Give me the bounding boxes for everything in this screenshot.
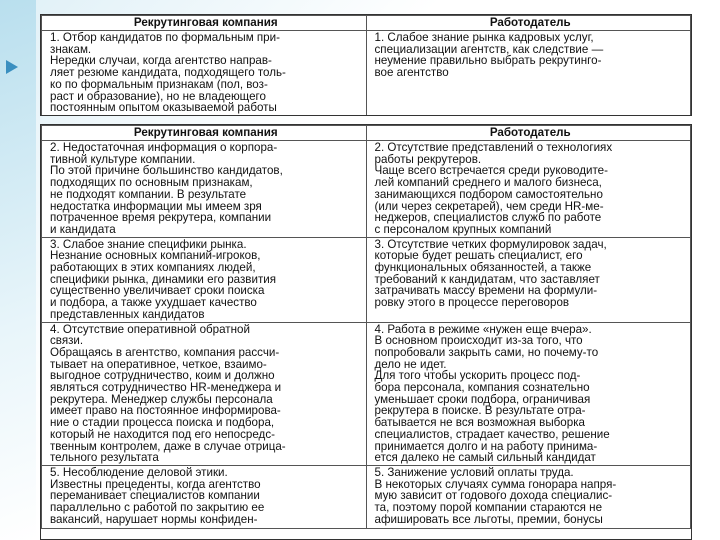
cell-text: 2. Недостаточная информация о корпора- тивной культуре компании. По этой причине большинство кандидатов, подходящих по основным признакам, не подходят компании. В результате недостатка информации мы имеем зря потраченное время рекрутера, компании и кандидата	[50, 141, 283, 236]
header-recruiting-company: Рекрутинговая компания	[42, 16, 367, 31]
table-cell-left	[42, 237, 367, 322]
table-cell-right	[366, 237, 691, 322]
table-cell-left	[42, 31, 367, 117]
table-cell-left	[42, 465, 367, 528]
bullet-arrow-icon	[6, 60, 18, 74]
table-cell-right	[366, 465, 691, 528]
cell-text: 4. Отсутствие оперативной обратной связи. Обращаясь в агентство, компания рассчи- тывает на оперативное, четкое, взаимо- выгодное сотрудничество, коим и должно являться сотрудничество HR-менеджера и рекрутера. Менеджер службы персонала имеет право на постоянное информирова- ние о стадии процесса поиска и подбора, который не находится под его непосредс- твенным контролем, даже в случае отрица- тельного результата	[50, 322, 286, 465]
table-cell-right	[366, 31, 691, 117]
cell-text: 5. Занижение условий оплаты труда. В некоторых случаях сумма гонорара напря- мую зависит от годового дохода специалис- та, поэтому порой компании стараются не афишировать все льготы, премии, бонусы	[374, 465, 617, 526]
header-employer: Работодатель	[366, 16, 691, 31]
table-row	[42, 465, 691, 528]
table-row	[42, 322, 691, 465]
table-row	[42, 237, 691, 322]
cell-text: 2. Отсутствие представлений о технологиях работы рекрутеров. Чаще всего встречается среди руководите- лей компаний среднего и малого бизнеса, занимающихся подбором самостоятельно (или через секретарей), чем среди HR-ме- неджеров, специалистов служб по работе с персоналом крупных компаний	[374, 141, 613, 236]
header-recruiting-company: Рекрутинговая компания	[42, 126, 367, 141]
cell-text: 5. Несоблюдение деловой этики. Известны прецеденты, когда агентство переманивает специалистов компании параллельно с работой по закрытию ее вакансий, нарушает нормы конфиден-	[50, 465, 265, 526]
cell-text: 3. Слабое знание специфики рынка. Незнание основных компаний-игроков, работающих в этих компаниях людей, специфики рынка, динамики его развития существенно увеличивает сроки поиска и подбора, а также ухудшает качество представленных кандидатов	[50, 237, 277, 321]
cell-text: 1. Отбор кандидатов по формальным при- знакам. Нередки случаи, когда агентство направ- ляет резюме кандидата, подходящего толь- ко по формальным признакам (пол, воз- раст и образование), но не владеющего постоянным опытом оказываемой работы	[50, 31, 286, 115]
slide-decoration	[0, 0, 36, 540]
cell-text: 4. Работа в режиме «нужен еще вчера». В основном происходит из-за того, что попробовали закрыть сами, но почему-то дело не идет. Для того чтобы ускорить процесс под- бора персонала, компания сознательно уменьшает сроки подбора, ограничивая рекрутера в поиске. В результате отра- батывается не вся возможная выборка специалистов, страдает качество, решение принимается долго и на работу принима- ется далеко не самый сильный кандидат	[374, 322, 610, 465]
cell-text: 3. Отсутствие четких формулировок задач, которые будет решать специалист, его функциональных обязанностей, а также требований к кандидатам, что заставляет затрачивать массу времени на формули- ровку этого в процессе переговоров	[374, 237, 607, 310]
table-row	[42, 141, 691, 238]
header-employer: Работодатель	[366, 126, 691, 141]
table-cell-left	[42, 322, 367, 465]
comparison-table-part-2	[40, 124, 692, 540]
table-cell-left	[42, 141, 367, 238]
cell-text: 1. Слабое знание рынка кадровых услуг, специализации агентств, как следствие — неумение правильно выбрать рекрутинго- вое агентство	[374, 31, 604, 80]
table-cell-right	[366, 322, 691, 465]
table-cell-right	[366, 141, 691, 238]
comparison-table-part-1	[40, 14, 692, 116]
